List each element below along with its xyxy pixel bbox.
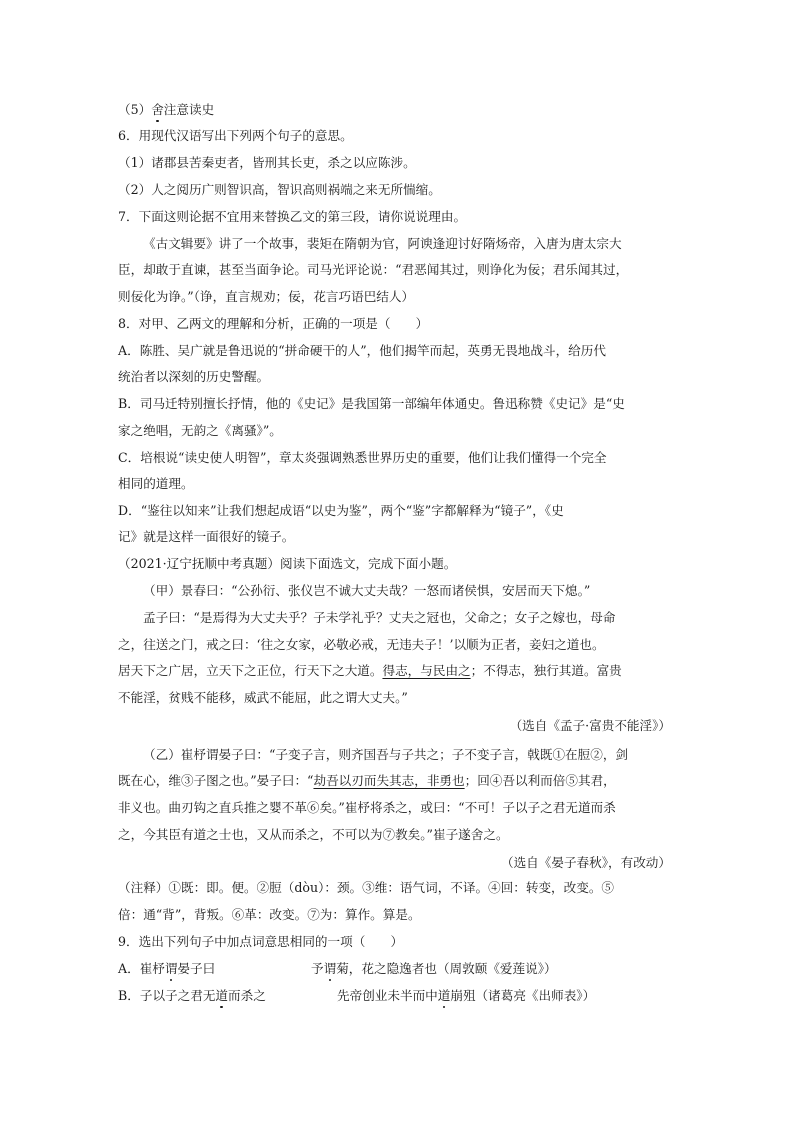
text-segment: （选自《晏子春秋》，有改动） <box>500 855 671 870</box>
text-segment: 统治者以深刻的历史警醒。 <box>118 369 270 384</box>
q9-a-left <box>118 958 215 977</box>
text-segment: 则佞化为诤。”（诤，直言规劝；佞，花言巧语巴结人） <box>118 289 415 304</box>
text-segment: 注意读史 <box>163 102 215 117</box>
yi-1 <box>143 744 628 763</box>
q7-text-3 <box>118 286 414 305</box>
emphasis-dotted-char: 谓 <box>165 958 178 977</box>
text-segment: A．崔杼 <box>118 961 165 976</box>
q9 <box>118 931 403 950</box>
jia-source <box>510 715 671 734</box>
text-segment: 9．选出下列句子中加点词意思相同的一项（ ） <box>118 934 404 949</box>
text-segment: 6．用现代汉语写出下列两个句子的意思。 <box>118 128 353 143</box>
text-segment: 而杀之 <box>228 988 266 1003</box>
text-segment: ；回④吾以利而倍⑤其君， <box>464 773 616 788</box>
q6-2 <box>118 179 441 198</box>
text-segment: 臣，却敢于直谏，甚至当面争论。司马光评论说：“君恶闻其过，则诤化为佞；君乐闻其过， <box>118 262 629 277</box>
note-1 <box>118 877 614 896</box>
text-segment: 居天下之广居，立天下之正位，行天下之大道。 <box>118 663 383 678</box>
q9-b-right <box>337 985 595 1004</box>
jia-2 <box>143 607 615 626</box>
q9-b-left <box>118 985 266 1004</box>
text-segment: 家之绝唱，无韵之《离骚》”。 <box>118 423 282 438</box>
text-segment: （2021·辽宁抚顺中考真题）阅读下面选文，完成下面小题。 <box>118 556 457 571</box>
text-segment: 崩殂（诸葛亮《出师表》） <box>450 988 596 1003</box>
q7 <box>118 206 466 225</box>
text-segment: 相同的道理。 <box>118 476 194 491</box>
text-segment: B．司马迁特别擅长抒情，他的《史记》是我国第一部编年体通史。鲁迅称赞《史记》是“史 <box>118 396 625 411</box>
yi-4 <box>118 824 509 843</box>
q7-text-1 <box>143 233 622 252</box>
text-segment: 倍：通“背”，背叛。⑥革：改变。⑦为：算作。算是。 <box>118 907 421 922</box>
text-segment: 记》就是这样一面很好的镜子。 <box>118 529 295 544</box>
emphasis-dotted-char: 道 <box>215 985 228 1004</box>
text-segment: 晏子曰 <box>177 961 216 976</box>
q8-d-2 <box>118 526 294 545</box>
text-segment: 7．下面这则论据不宜用来替换乙文的第三段，请你说说理由。 <box>118 209 467 224</box>
text-segment: 非义也。曲刃钩之直兵推之婴不革⑥矣。”崔杼将杀之，或曰：“不可！子以子之君无道而杀 <box>118 800 616 815</box>
text-segment: （2）人之阅历广则智识高，智识高则祸端之来无所惴缩。 <box>118 182 441 197</box>
q8 <box>118 313 428 332</box>
jia-5 <box>118 687 408 706</box>
q5-item <box>118 99 214 118</box>
text-segment: 之，今其臣有道之士也，又从而杀之，不可以为⑦教矣。”崔子遂舍之。 <box>118 827 509 842</box>
text-segment: （甲）景春曰：“公孙衍、张仪岂不诚大丈夫哉？一怒而诸侯惧，安居而天下熄。” <box>143 583 591 598</box>
text-segment: 予 <box>311 961 324 976</box>
q8-c-2 <box>118 473 194 492</box>
text-segment: 之，往送之门，戒之曰：‘往之女家，必敬必戒，无违夫子！’以顺为正者，妾妇之道也。 <box>118 637 605 652</box>
q8-d-1 <box>118 500 564 519</box>
emphasis-dotted-char: 道 <box>438 985 451 1004</box>
text-segment: （选自《孟子·富贵不能淫》） <box>509 718 671 733</box>
text-segment: C．培根说“读史使人明智”，章太炎强调熟悉世界历史的重要，他们让我们懂得一个完全 <box>118 450 607 465</box>
text-segment: 菊，花之隐逸者也（周敦颐《爱莲说》） <box>336 961 557 976</box>
yi-2 <box>118 770 616 789</box>
jia-4 <box>118 660 622 679</box>
q8-b-1 <box>118 393 625 412</box>
underlined-text: 劫吾以刃而失其志，非勇也 <box>313 773 465 788</box>
emphasis-dotted-char: 谓 <box>324 958 337 977</box>
text-segment: （注释）①既：即。便。②脰（dòu）：颈。③维：语气词，不译。④回：转变，改变。⑤ <box>118 880 615 895</box>
note-2 <box>118 904 421 923</box>
q6-1 <box>118 152 416 171</box>
yi-3 <box>118 797 616 816</box>
q8-a-2 <box>118 366 269 385</box>
q8-a-1 <box>118 340 606 359</box>
emphasis-dotted-char: 舍 <box>151 99 164 118</box>
text-segment: （5） <box>118 102 152 117</box>
source-intro <box>118 553 456 572</box>
jia-1 <box>143 580 590 599</box>
text-segment: 《古文辑要》讲了一个故事，裴矩在隋朝为官，阿谀逢迎讨好隋炀帝，入唐为唐太宗大 <box>143 236 622 251</box>
q7-text-2 <box>118 259 628 278</box>
text-segment: 先帝创业未半而中 <box>337 988 438 1003</box>
text-segment: 8．对甲、乙两文的理解和分析，正确的一项是（ ） <box>118 316 429 331</box>
text-segment: B．子以子之君无 <box>118 988 216 1003</box>
q8-c-1 <box>118 447 606 466</box>
text-segment: 既在心，维③子图之也。”晏子曰：“ <box>118 773 314 788</box>
q8-b-2 <box>118 420 282 439</box>
yi-source <box>501 852 671 871</box>
q9-a-right <box>311 958 557 977</box>
text-segment: （1）诸郡县苦秦吏者，皆刑其长吏，杀之以应陈涉。 <box>118 155 416 170</box>
text-segment: ；不得志，独行其道。富贵 <box>470 663 622 678</box>
text-segment: D．“鉴往以知来”让我们想起成语“以史为鉴”，两个“鉴”字都解释为“镜子”，《史 <box>118 503 564 518</box>
text-segment: 孟子曰：“是焉得为大丈夫乎？子未学礼乎？丈夫之冠也，父命之；女子之嫁也，母命 <box>143 610 616 625</box>
q6 <box>118 125 353 144</box>
text-segment: A．陈胜、吴广就是鲁迅说的“拼命硬干的人”，他们揭竿而起，英勇无畏地战斗，给历代 <box>118 343 606 358</box>
jia-3 <box>118 634 605 653</box>
underlined-text: 得志，与民由之 <box>382 663 471 678</box>
text-segment: （乙）崔杼谓晏子曰：“子变子言，则齐国吾与子共之；子不变子言，戟既①在脰②，剑 <box>143 747 629 762</box>
text-segment: 不能淫，贫贱不能移，威武不能屈，此之谓大丈夫。” <box>118 690 408 705</box>
